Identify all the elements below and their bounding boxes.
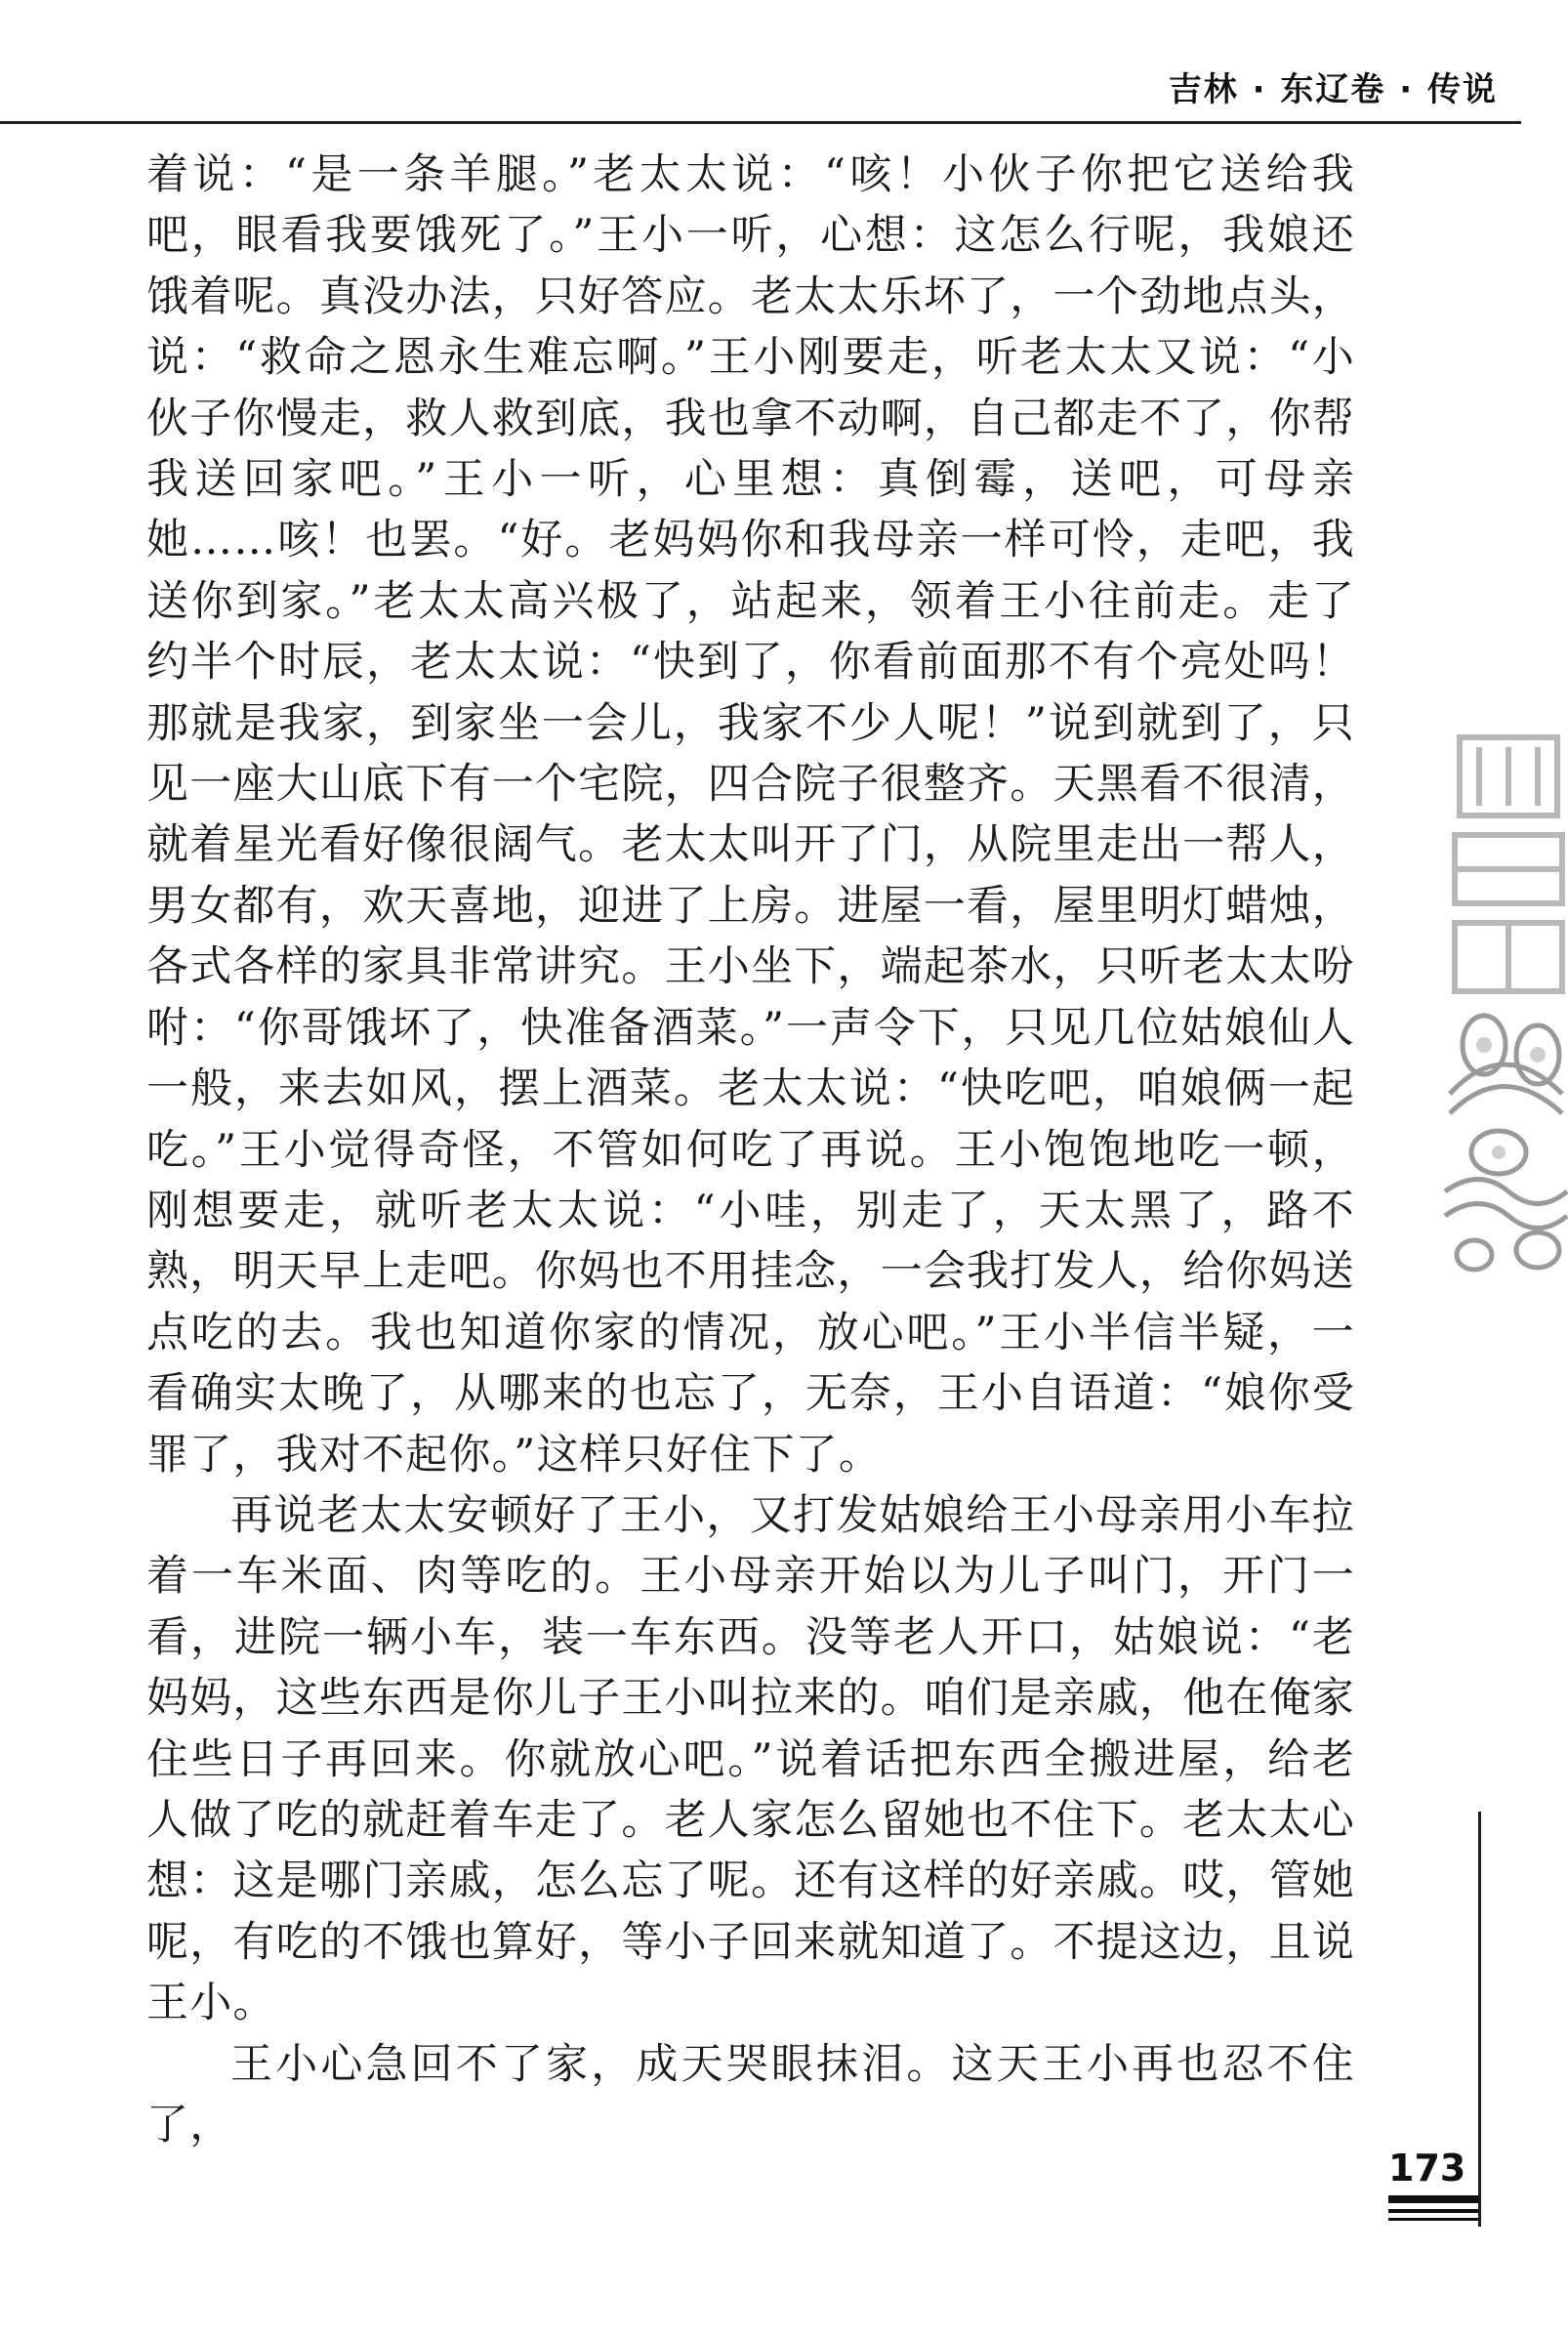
page-number-bar — [1388, 2209, 1478, 2213]
side-ornament-image — [1440, 723, 1568, 1284]
paragraph-3: 王小心急回不了家，成天哭眼抹泪。这天王小再也忍不住了， — [146, 2039, 1355, 2149]
side-rule — [1478, 1812, 1481, 2227]
header-rule — [0, 121, 1521, 124]
body-text — [146, 145, 1355, 2155]
page-number-bar — [1388, 2218, 1478, 2221]
page-number-bar — [1388, 2195, 1478, 2203]
page-number: 173 — [1388, 2147, 1466, 2190]
running-head: 吉林 · 东辽卷 · 传说 — [1168, 70, 1498, 109]
paragraph-1: 着说：“是一条羊腿。”老太太说：“咳！小伙子你把它送给我吧，眼看我要饿死了。”王小一听，心想：这怎么行呢，我娘还饿着呢。真没办法，只好答应。老太太乐坏了，一个劲地点头，说：“救命之恩永生难忘啊。”王小刚要走，听老太太又说：“小伙子你慢走，救人救到底，我也拿不动啊，自己都走不了，你帮我送回家吧。”王小一听，心里想：真倒霉，送吧，可母亲她……咳！也罢。“好。老妈妈你和我母亲一样可怜，走吧，我送你到家。”老太太高兴极了，站起来，领着王小往前走。走了约半个时辰，老太太说：“快到了，你看前面那不有个亮处吗！那就是我家，到家坐一会儿，我家不少人呢！”说到就到了，只见一座大山底下有一个宅院，四合院子很整齐。天黑看不很清，就着星光看好像很阔气。老太太叫开了门，从院里走出一帮人，男女都有，欢天喜地，迎进了上房。进屋一看，屋里明灯蜡烛，各式各样的家具非常讲究。王小坐下，端起茶水，只听老太太吩咐：“你哥饿坏了，快准备酒菜。”一声令下，只见几位姑娘仙人一般，来去如风，摆上酒菜。老太太说：“快吃吧，咱娘俩一起吃。”王小觉得奇怪，不管如何吃了再说。王小饱饱地吃一顿，刚想要走，就听老太太说：“小哇，别走了，天太黑了，路不熟，明天早上走吧。你妈也不用挂念，一会我打发人，给你妈送点吃的去。我也知道你家的情况，放心吧。”王小半信半疑，一看确实太晚了，从哪来的也忘了，无奈，王小自语道：“娘你受罪了，我对不起你。”这样只好住下了。 — [146, 150, 1355, 1480]
paragraph-2: 再说老太太安顿好了王小，又打发姑娘给王小母亲用小车拉着一车米面、肉等吃的。王小母亲开始以为儿子叫门，开门一看，进院一辆小车，装一车东西。没等老人开口，姑娘说：“老妈妈，这些东西是你儿子王小叫拉来的。咱们是亲戚，他在俺家住些日子再回来。你就放心吧。”说着话把东西全搬进屋，给老人做了吃的就赶着车走了。老人家怎么留她也不住下。老太太心想：这是哪门亲戚，怎么忘了呢。还有这样的好亲戚。哎，管她呢，有吃的不饿也算好，等小子回来就知道了。不提这边，且说王小。 — [146, 1490, 1355, 2028]
